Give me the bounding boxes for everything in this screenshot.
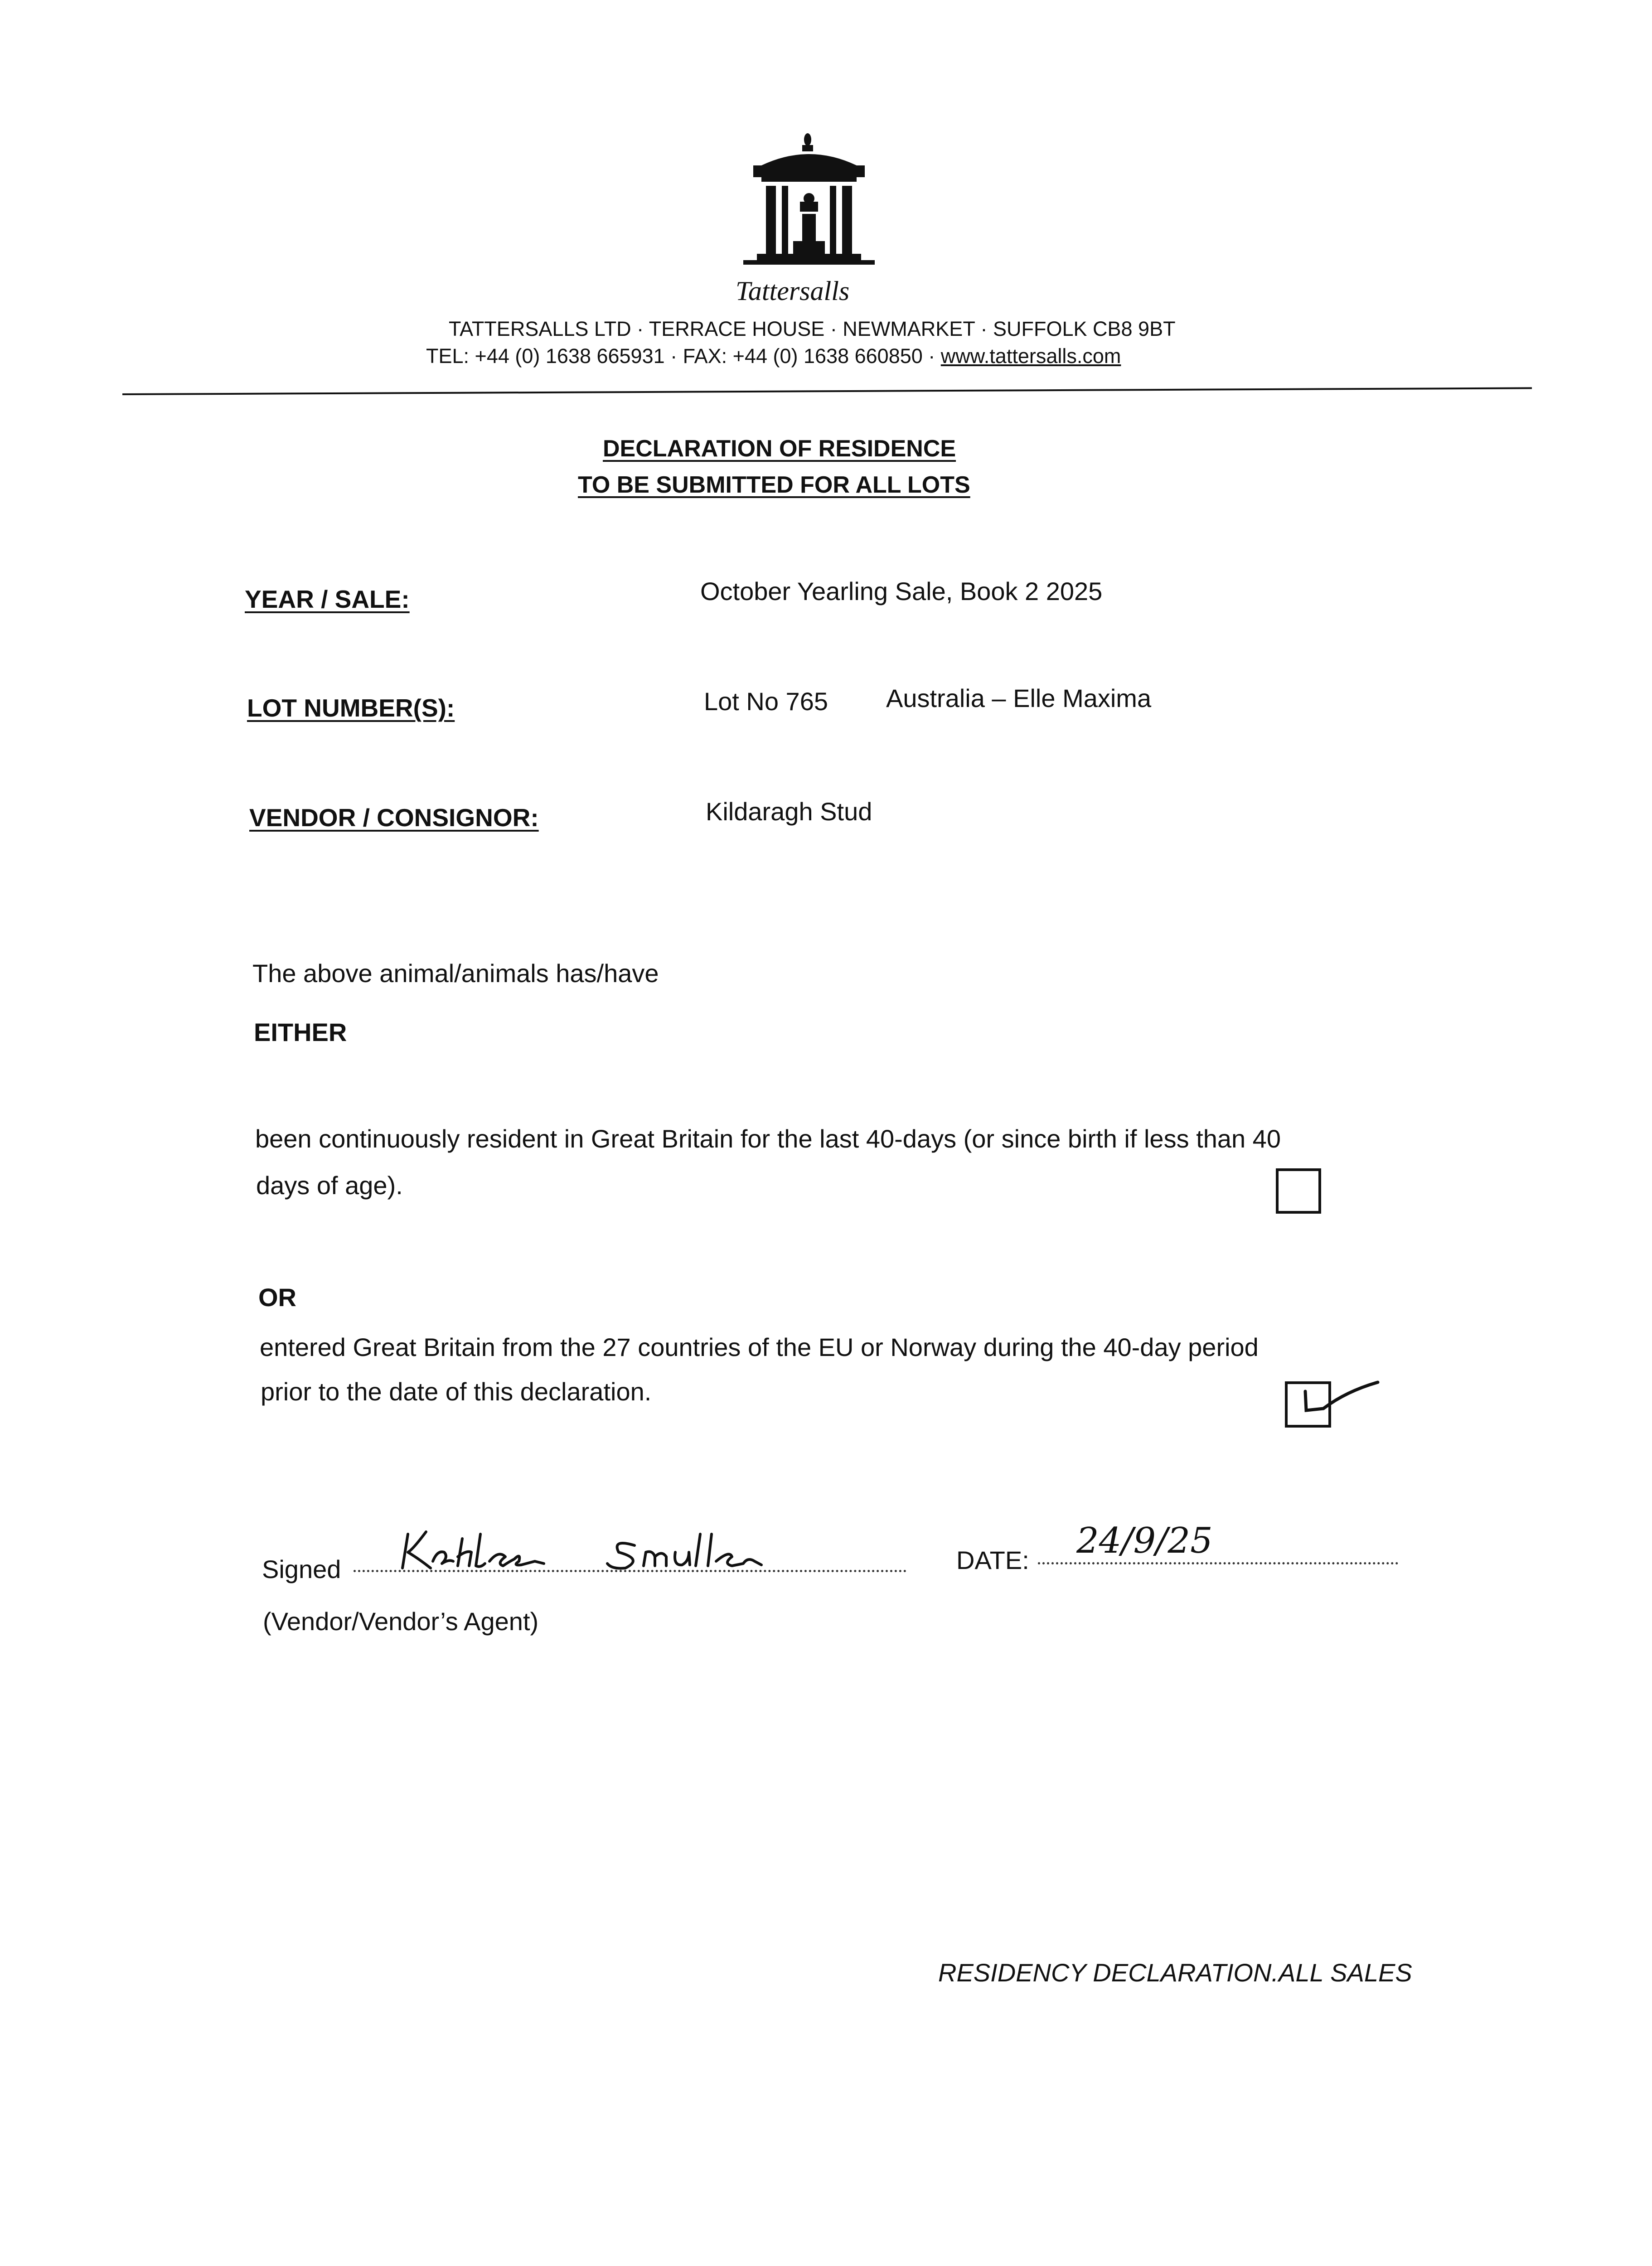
handwritten-signature bbox=[399, 1525, 807, 1575]
date-value: 24/9/25 bbox=[1076, 1520, 1213, 1561]
option1-text-line2: days of age). bbox=[256, 1171, 403, 1200]
lot-horse-name: Australia – Elle Maxima bbox=[886, 684, 1152, 712]
option1-checkbox[interactable] bbox=[1276, 1168, 1321, 1214]
company-address: TATTERSALLS LTD · TERRACE HOUSE · NEWMARKET · SUFFOLK CB8 9BT bbox=[449, 317, 1176, 340]
form-footer: RESIDENCY DECLARATION.ALL SALES bbox=[938, 1958, 1412, 1987]
date-line bbox=[1038, 1561, 1398, 1564]
lot-number-label: LOT NUMBER(S): bbox=[247, 694, 455, 722]
declaration-intro: The above animal/animals has/have bbox=[252, 959, 659, 988]
year-sale-value: October Yearling Sale, Book 2 2025 bbox=[700, 577, 1103, 605]
option2-text-line1: entered Great Britain from the 27 countries of the EU or Norway during the 40-day period bbox=[260, 1333, 1259, 1361]
form-subtitle: TO BE SUBMITTED FOR ALL LOTS bbox=[578, 472, 970, 498]
year-sale-label: YEAR / SALE: bbox=[245, 585, 410, 613]
option2-text-line2: prior to the date of this declaration. bbox=[261, 1377, 652, 1406]
or-label: OR bbox=[258, 1283, 296, 1312]
vendor-label: VENDOR / CONSIGNOR: bbox=[249, 804, 539, 832]
tattersalls-logo bbox=[734, 131, 884, 286]
signed-label: Signed bbox=[262, 1555, 341, 1583]
lot-number-value: Lot No 765 bbox=[704, 687, 828, 716]
company-contact bbox=[426, 344, 1121, 368]
date-label: DATE: bbox=[956, 1546, 1029, 1574]
signatory-role: (Vendor/Vendor’s Agent) bbox=[263, 1607, 539, 1636]
contact-numbers: TEL: +44 (0) 1638 665931 · FAX: +44 (0) 1638 660850 · bbox=[426, 344, 941, 368]
form-title: DECLARATION OF RESIDENCE bbox=[603, 436, 956, 462]
vendor-value: Kildaragh Stud bbox=[706, 797, 872, 826]
website-link[interactable]: www.tattersalls.com bbox=[940, 344, 1121, 368]
brand-name: Tattersalls bbox=[736, 276, 850, 306]
header-divider bbox=[122, 387, 1532, 395]
either-label: EITHER bbox=[254, 1018, 347, 1046]
checkmark-icon bbox=[1296, 1373, 1387, 1423]
option1-text-line1: been continuously resident in Great Britain for the last 40-days (or since birth if less than 40 bbox=[255, 1124, 1281, 1153]
